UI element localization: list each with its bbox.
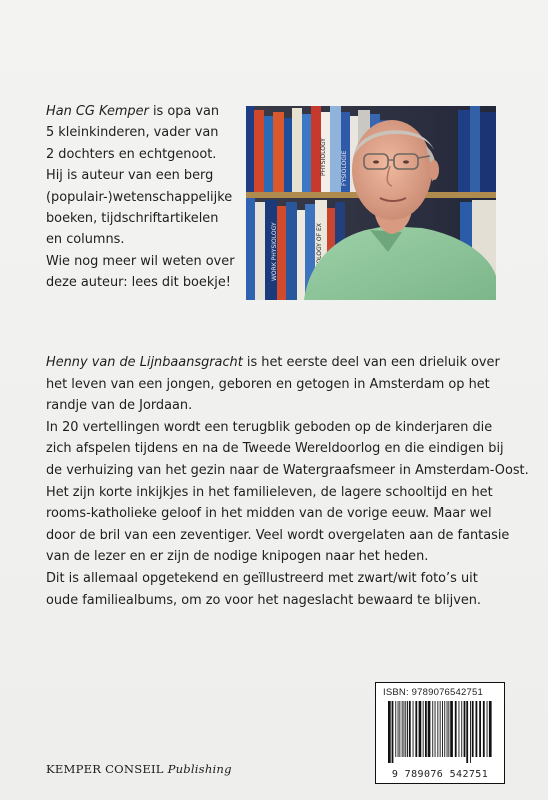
barcode-bar: [461, 701, 462, 757]
barcode-bar: [489, 701, 492, 757]
description-line: de verhuizing van het gezin naar de Watergraafsmeer in Amsterdam-Oost.: [46, 462, 529, 478]
description-line: randje van de Jordaan.: [46, 398, 193, 414]
barcode-bar: [413, 701, 414, 757]
barcode-bar: [487, 701, 488, 757]
barcode-bar: [425, 701, 427, 757]
barcode-bars: [386, 701, 494, 763]
barcode-digits: 9 789076 542751: [391, 769, 489, 780]
publisher-imprint: [46, 762, 232, 776]
barcode-bar: [398, 701, 399, 757]
bio-line: Hij is auteur van een berg: [46, 168, 214, 184]
barcode-bar: [392, 701, 394, 763]
spine-text: PHYSIOLOGY: [320, 138, 327, 176]
barcode-bar: [402, 701, 403, 757]
bio-line: 2 dochters en echtgenoot.: [46, 146, 217, 162]
author-name: Han CG Kemper: [46, 104, 149, 119]
spine-text: PHYSIOLOGY OF EX: [316, 223, 323, 281]
barcode-bar: [447, 701, 448, 757]
barcode-bar: [479, 701, 481, 757]
description-line: Het zijn korte inkijkjes in het familieleven, de lagere schooltijd en het: [46, 484, 493, 500]
description-line: door de bril van een zeventiger. Veel wordt overgelaten aan de fantasie: [46, 527, 510, 543]
publisher-name: KEMPER CONSEIL: [46, 762, 164, 776]
barcode-bar: [409, 701, 411, 757]
barcode-bar: [472, 701, 474, 757]
barcode-bar: [407, 701, 408, 757]
spine-text: FYSIOLOGIE: [341, 150, 348, 186]
description-line: het leven van een jongen, geboren en getogen in Amsterdam op het: [46, 376, 490, 392]
barcode-bar: [419, 701, 422, 757]
author-bio: [46, 101, 242, 294]
bio-line: deze auteur: lees dit boekje!: [46, 275, 231, 291]
description-line: van de lezer en er zijn de nodige knipogen naar het heden.: [46, 549, 429, 565]
barcode-bar: [404, 701, 405, 757]
barcode-bar: [466, 701, 468, 763]
description-line: rooms-katholieke geloof in het midden van de vorige eeuw. Maar wel: [46, 506, 492, 522]
barcode-bar: [455, 701, 457, 757]
book-title: Henny van de Lijnbaansgracht: [46, 355, 243, 370]
publisher-subtitle: Publishing: [167, 762, 232, 776]
book-description: [46, 352, 529, 611]
isbn-label: ISBN: 9789076542751: [383, 687, 483, 698]
bio-line: Wie nog meer wil weten over: [46, 253, 235, 269]
barcode-bar: [405, 701, 406, 757]
isbn-barcode: [375, 682, 505, 784]
barcode-bar: [399, 701, 400, 757]
barcode-bar: [464, 701, 466, 757]
description-line: zich afspelen tijdens en na de Tweede Wereldoorlog en die eindigen bij: [46, 441, 504, 457]
barcode-bar: [476, 701, 478, 757]
bio-line: (populair-)wetenschappelijke: [46, 189, 233, 205]
bio-line: en columns.: [46, 232, 125, 248]
barcode-bar: [444, 701, 445, 757]
spine-text: WORK PHYSIOLOGY: [271, 222, 278, 281]
bio-line: Han CG Kemper is opa van: [46, 104, 220, 119]
barcode-bar: [437, 701, 438, 757]
barcode-bar: [432, 701, 433, 757]
barcode-bar: [415, 701, 417, 757]
author-photo: [246, 106, 496, 300]
barcode-bar: [428, 701, 431, 757]
barcode-bar: [448, 701, 449, 757]
bio-line: 5 kleinkinderen, vader van: [46, 125, 219, 141]
description-line: Dit is allemaal opgetekend en geïllustreerd met zwart/wit foto’s uit: [46, 570, 478, 586]
description-line: oude familiealbums, om zo voor het nageslacht bewaard te blijven.: [46, 592, 482, 608]
description-line: In 20 vertellingen wordt een terugblik geboden op de kinderjaren die: [46, 419, 493, 435]
barcode-bar: [470, 701, 471, 763]
barcode-bar: [483, 701, 485, 757]
barcode-bar: [450, 701, 453, 757]
bio-line: boeken, tijdschriftartikelen: [46, 211, 219, 227]
description-line: Henny van de Lijnbaansgracht is het eerste deel van een drieluik over: [46, 355, 500, 370]
barcode-bar: [442, 701, 443, 757]
barcode-bar: [440, 701, 441, 757]
barcode-bar: [388, 701, 391, 763]
barcode-bar: [435, 701, 436, 757]
barcode-bar: [423, 701, 424, 757]
barcode-bar: [395, 701, 396, 757]
barcode-bar: [459, 701, 460, 757]
